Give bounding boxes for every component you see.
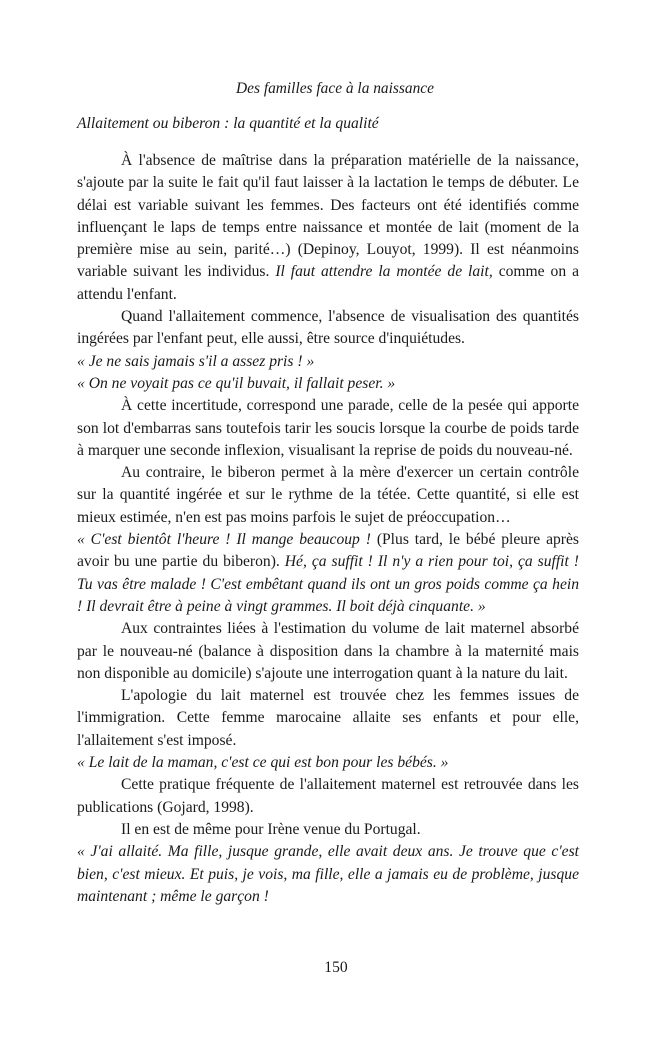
quotation-paragraph bbox=[77, 351, 579, 373]
text-run: L'apologie du lait maternel est trouvée chez les femmes issues de l'immigration. Cette femme marocaine allaite ses enfants et pour elle, l'allaitement s'est imposé. bbox=[77, 687, 579, 749]
italic-text-run: Hé, ça suffit ! Il n'y a rien pour toi, ça suffit ! Tu vas être malade ! C'est embêtant quand ils ont un gros poids comme ça hein ! Il devrait être à peine à vingt grammes. Il boit déjà cinquante. » bbox=[77, 553, 580, 615]
italic-text-run: « On ne voyait pas ce qu'il buvait, il fallait peser. » bbox=[77, 374, 396, 392]
italic-text-run: Il faut attendre la montée de lait, bbox=[275, 263, 493, 281]
body-paragraph bbox=[77, 819, 579, 841]
text-run: Au contraire, le biberon permet à la mère d'exercer un certain contrôle sur la quantité ingérée et sur le rythme de la tétée. Cette quantité, si elle est mieux estimée, n'en est pas moins parfois le sujet de préoccupation… bbox=[77, 464, 579, 526]
quotation-paragraph bbox=[77, 841, 579, 908]
text-run: À cette incertitude, correspond une parade, celle de la pesée qui apporte son lot d'embarras sans toutefois tarir les soucis lorsque la courbe de poids tarde à marquer une seconde inflexion, visualisant la reprise de poids du nouveau-né. bbox=[77, 397, 579, 459]
section-title: Allaitement ou biberon : la quantité et la qualité bbox=[77, 115, 379, 132]
body-paragraph bbox=[77, 395, 579, 462]
body-paragraph bbox=[77, 306, 579, 351]
text-run: À l'absence de maîtrise dans la préparation matérielle de la naissance, s'ajoute par la suite le fait qu'il faut laisser à la lactation le temps de débuter. Le délai est variable suivant les femmes. Des facteurs ont été identifiés comme influençant le laps de temps entre naissance et montée de lait (moment de la première mise au sein, parité…) (Depinoy, Louyot, 1999). Il est néanmoins variable suivant les individus. bbox=[77, 152, 579, 281]
text-run: Quand l'allaitement commence, l'absence de visualisation des quantités ingérées par l'enfant peut, elle aussi, être source d'inquiétudes. bbox=[77, 308, 579, 348]
italic-text-run: « C'est bientôt l'heure ! Il mange beaucoup ! bbox=[77, 531, 371, 549]
body-paragraph bbox=[77, 462, 579, 529]
body-paragraph bbox=[77, 618, 579, 685]
body-paragraph bbox=[77, 529, 579, 618]
page-number: 150 bbox=[324, 959, 348, 976]
italic-text-run: « Le lait de la maman, c'est ce qui est bon pour les bébés. » bbox=[77, 754, 449, 772]
quotation-paragraph bbox=[77, 373, 579, 395]
body-paragraph bbox=[77, 685, 579, 752]
body-paragraph bbox=[77, 774, 579, 819]
text-run: Aux contraintes liées à l'estimation du volume de lait maternel absorbé par le nouveau-né (balance à disposition dans la chambre à la maternité mais non disponible au domicile) s'ajoute une interrogation quant à la nature du lait. bbox=[77, 620, 579, 682]
body-paragraph bbox=[77, 150, 579, 306]
running-header: Des familles face à la naissance bbox=[236, 80, 434, 97]
text-run: comme on a attendu l'enfant. bbox=[77, 263, 580, 303]
body-text bbox=[77, 150, 579, 908]
quotation-paragraph bbox=[77, 752, 579, 774]
text-run: Cette pratique fréquente de l'allaitement maternel est retrouvée dans les publications (Gojard, 1998). bbox=[77, 776, 579, 816]
italic-text-run: « J'ai allaité. Ma fille, jusque grande, elle avait deux ans. Je trouve que c'est bien, c'est mieux. Et puis, je vois, ma fille, elle a jamais eu de problème, jusque maintenant ; même le garçon ! bbox=[77, 843, 579, 905]
text-run: Il en est de même pour Irène venue du Portugal. bbox=[121, 820, 421, 838]
italic-text-run: « Je ne sais jamais s'il a assez pris ! » bbox=[77, 352, 315, 370]
text-run: (Plus tard, le bébé pleure après avoir bu une partie du biberon). bbox=[77, 531, 579, 571]
